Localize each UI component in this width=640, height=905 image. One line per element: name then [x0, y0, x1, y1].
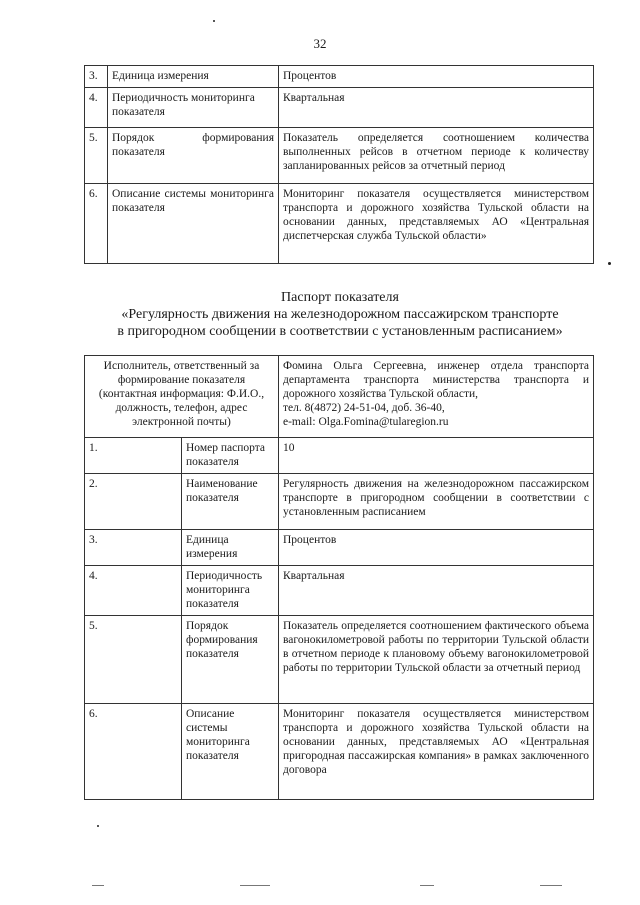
table-row: [85, 474, 594, 530]
row-label: Периодичность мониторинга показателя: [182, 566, 279, 616]
table-row: [85, 66, 594, 88]
scan-dot: [213, 20, 215, 22]
table-row: [85, 128, 594, 184]
row-value: Мониторинг показателя осуществляется министерством транспорта и дорожного хозяйства Тульской области на основании данных, представляемых АО «Центральная диспетчерская служба Тульской области»: [279, 184, 594, 264]
table-row: [85, 184, 594, 264]
row-value: Показатель определяется соотношением фактического объема вагонокилометровой работы по территории Тульской области в отчетном периоде к плановому объему вагонокилометровой работы по территории Тульской области за отчетный период: [279, 616, 594, 704]
row-value: Квартальная: [279, 88, 594, 128]
row-value: Квартальная: [279, 566, 594, 616]
table-row: [85, 616, 594, 704]
row-label: Описание системы мониторинга показателя: [108, 184, 279, 264]
row-number: 3.: [85, 66, 108, 88]
table-row: [85, 88, 594, 128]
row-value: Показатель определяется соотношением количества выполненных рейсов в отчетном периоде к количеству запланированных рейсов за отчетный период: [279, 128, 594, 184]
table-row: [85, 704, 594, 800]
table-row: [85, 530, 594, 566]
table-row: [85, 438, 594, 474]
row-value: Регулярность движения на железнодорожном пассажирском транспорте в пригородном сообщении в соответствии с установленным расписанием: [279, 474, 594, 530]
row-number: 6.: [85, 704, 182, 800]
passport-subtitle-line: «Регулярность движения на железнодорожном пассажирском транспорте: [121, 307, 559, 322]
passport-subtitle-line: в пригородном сообщении в соответствии с установленным расписанием»: [117, 324, 563, 339]
row-label: Номер паспорта показателя: [182, 438, 279, 474]
passport-title: [60, 289, 620, 340]
responsible-person: Фомина Ольга Сергеевна, инженер отдела транспорта департамента транспорта министерства транспорта и дорожного хозяйства Тульской области,: [283, 360, 589, 400]
indicator-passport-table: [84, 355, 594, 800]
responsible-email: e-mail: Olga.Fomina@tularegion.ru: [283, 416, 449, 428]
responsible-value: [279, 356, 594, 438]
row-number: 4.: [85, 566, 182, 616]
row-label: Порядок формирования показателя: [108, 128, 279, 184]
row-number: 4.: [85, 88, 108, 128]
row-value: 10: [279, 438, 594, 474]
responsible-label: Исполнитель, ответственный за формирование показателя (контактная информация: Ф.И.О., должность, телефон, адрес электронной почты): [85, 356, 279, 438]
scan-speck: [420, 885, 434, 886]
scan-dot: [608, 262, 611, 265]
row-number: 5.: [85, 616, 182, 704]
indicator-table-continued: [84, 65, 594, 264]
table-row: [85, 566, 594, 616]
table-row-responsible: [85, 356, 594, 438]
scan-dot: [97, 825, 99, 827]
page-number: 32: [313, 36, 327, 51]
row-number: 3.: [85, 530, 182, 566]
row-number: 6.: [85, 184, 108, 264]
row-value: Мониторинг показателя осуществляется министерством транспорта и дорожного хозяйства Тульской области на основании данных, представляемых АО «Центральная пригородная пассажирская компания» в рамках заключенного договора: [279, 704, 594, 800]
row-label: Периодичность мониторинга показателя: [108, 88, 279, 128]
scan-speck: [92, 885, 104, 886]
row-label: Единица измерения: [182, 530, 279, 566]
row-number: 5.: [85, 128, 108, 184]
row-value: Процентов: [279, 66, 594, 88]
passport-heading: Паспорт показателя: [281, 290, 399, 305]
row-label: Наименование показателя: [182, 474, 279, 530]
row-label: Единица измерения: [108, 66, 279, 88]
row-label: Порядок формирования показателя: [182, 616, 279, 704]
row-number: 2.: [85, 474, 182, 530]
row-number: 1.: [85, 438, 182, 474]
row-value: Процентов: [279, 530, 594, 566]
scan-speck: [240, 885, 270, 886]
responsible-phone: тел. 8(4872) 24-51-04, доб. 36-40,: [283, 402, 445, 414]
row-label: Описание системы мониторинга показателя: [182, 704, 279, 800]
scan-speck: [540, 885, 562, 886]
